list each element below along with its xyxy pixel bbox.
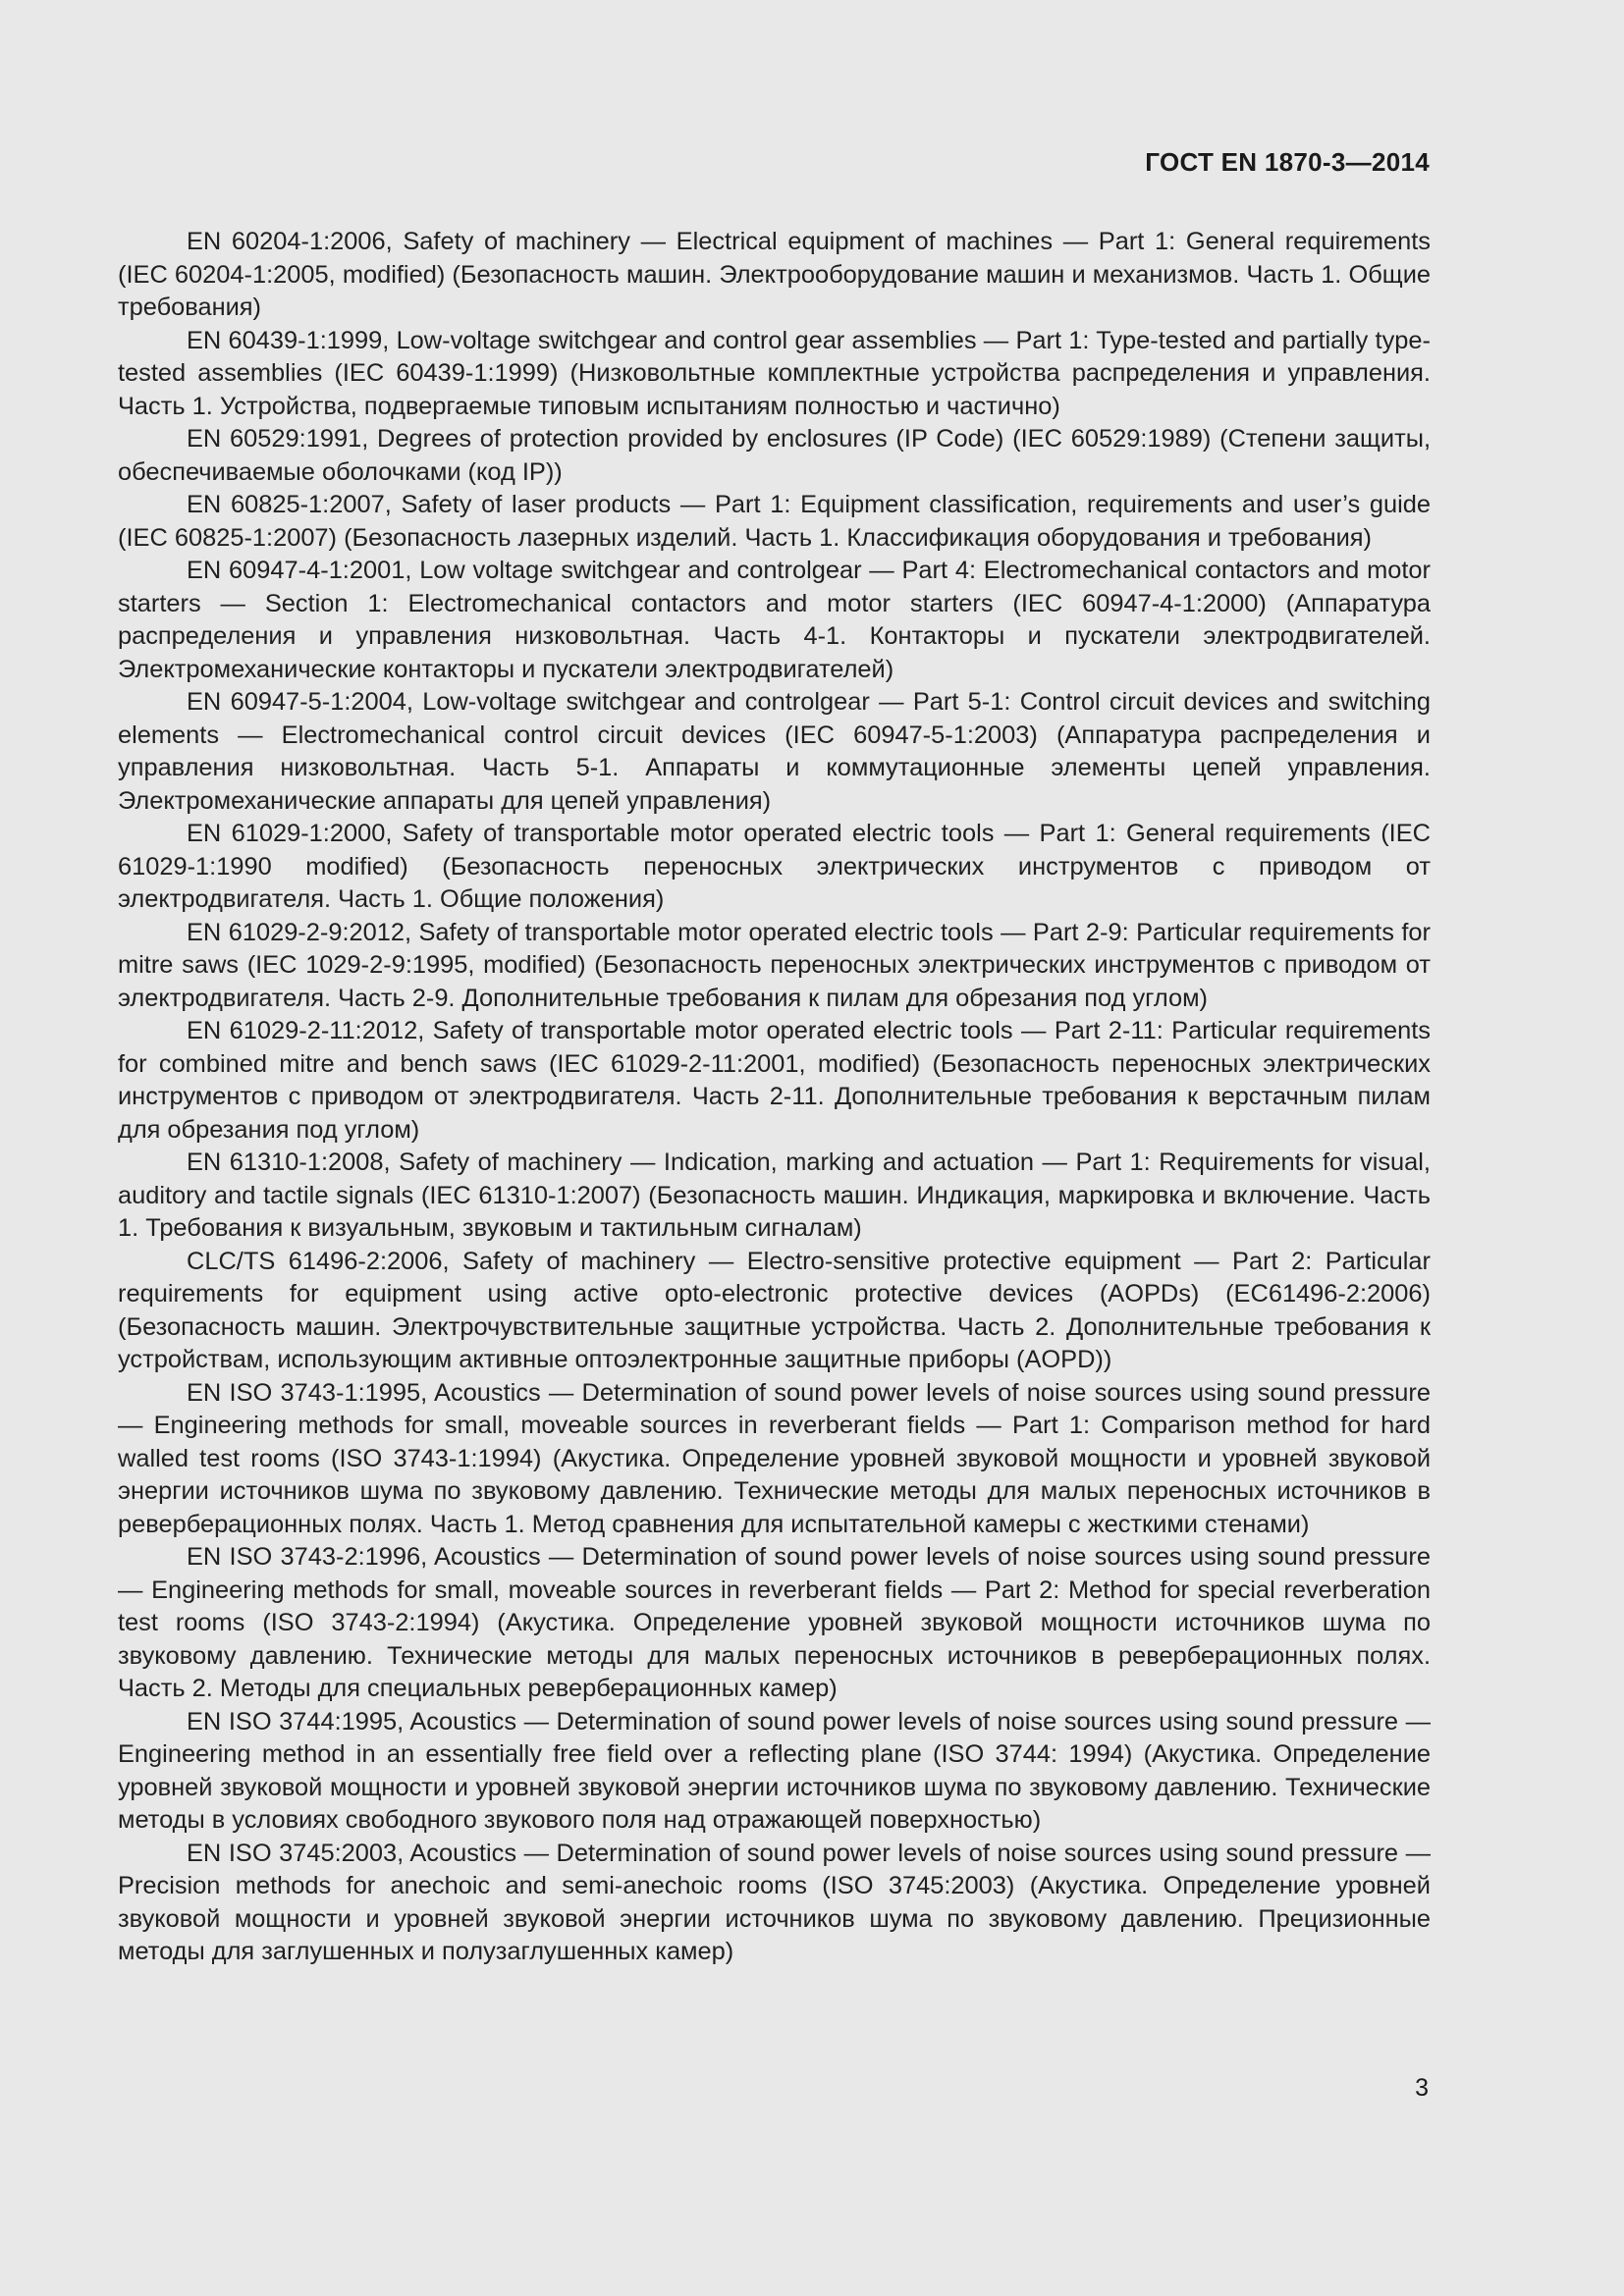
reference-item: EN ISO 3743-1:1995, Acoustics — Determination of sound power levels of noise sources using sound pressure — Engineering methods for small, moveable sources in reverberant fields — Part 1: Comparison method for hard walled test rooms (ISO 3743-1:1994) (Акустика. Определение уровней звуковой мощности и уровней звуковой энергии источников шума по звуковому давлению. Технические методы для малых переносных источников в реверберационных полях. Часть 1. Метод сравнения для испытательной камеры с жесткими стенами)	[118, 1378, 1431, 1538]
reference-item: EN 60947-5-1:2004, Low-voltage switchgear and controlgear — Part 5-1: Control circuit devices and switching elements — Electromechanical control circuit devices (IEC 60947-5-1:2003) (Аппаратура распределения и управления низковольтная. Часть 5-1. Аппараты и коммутационные элементы цепей управления. Электромеханические аппараты для цепей управления)	[118, 688, 1431, 815]
reference-item: EN 60439-1:1999, Low-voltage switchgear and control gear assemblies — Part 1: Type-tested and partially type-tested assemblies (IEC 60439-1:1999) (Низковольтные комплектные устройства распределения и управления. Часть 1. Устройства, подвергаемые типовым испытаниям полностью и частично)	[118, 326, 1431, 420]
reference-item: EN 61029-2-9:2012, Safety of transportable motor operated electric tools — Part 2-9: Particular requirements for mitre saws (IEC 1029-2-9:1995, modified) (Безопасность переносных электрических инструментов с приводом от электродвигателя. Часть 2-9. Дополнительные требования к пилам для обрезания под углом)	[118, 918, 1431, 1012]
reference-item: EN 61029-1:2000, Safety of transportable motor operated electric tools — Part 1: General requirements (IEC 61029-1:1990 modified) (Безопасность переносных электрических инструментов с приводом от электродвигателя. Часть 1. Общие положения)	[118, 820, 1431, 913]
document-code: ГОСТ EN 1870-3—2014	[1145, 147, 1430, 177]
reference-item: EN 60204-1:2006, Safety of machinery — Electrical equipment of machines — Part 1: General requirements (IEC 60204-1:2005, modified) (Безопасность машин. Электрооборудование машин и механизмов. Часть 1. Общие требования)	[118, 228, 1431, 321]
reference-item: CLC/TS 61496-2:2006, Safety of machinery — Electro-sensitive protective equipment — Part 2: Particular requirements for equipment using active opto-electronic protective devices (AOPDs) (EC61496-2:2006) (Безопасность машин. Электрочувствительные защитные устройства. Часть 2. Дополнительные требования к устройствам, использующим активные оптоэлектронные защитные приборы (AOPD))	[118, 1247, 1431, 1373]
reference-item: EN 61029-2-11:2012, Safety of transportable motor operated electric tools — Part 2-11: Particular requirements for combined mitre and bench saws (IEC 61029-2-11:2001, modified) (Безопасность переносных электрических инструментов с приводом от электродвигателя. Часть 2-11. Дополнительные требования к верстачным пилам для обрезания под углом)	[118, 1017, 1431, 1144]
page-number: 3	[1415, 2074, 1429, 2102]
reference-item: EN 60529:1991, Degrees of protection provided by enclosures (IP Code) (IEC 60529:1989) (Степени защиты, обеспечиваемые оболочками (код IP))	[118, 425, 1431, 486]
reference-item: EN 60825-1:2007, Safety of laser products — Part 1: Equipment classification, requirements and user’s guide (IEC 60825-1:2007) (Безопасность лазерных изделий. Часть 1. Классификация оборудования и требования)	[118, 491, 1431, 552]
reference-item: EN 60947-4-1:2001, Low voltage switchgear and controlgear — Part 4: Electromechanical contactors and motor starters — Section 1: Electromechanical contactors and motor starters (IEC 60947-4-1:2000) (Аппаратура распределения и управления низковольтная. Часть 4-1. Контакторы и пускатели электродвигателей. Электромеханические контакторы и пускатели электродвигателей)	[118, 557, 1431, 683]
reference-item: EN ISO 3744:1995, Acoustics — Determination of sound power levels of noise sources using sound pressure — Engineering method in an essentially free field over a reflecting plane (ISO 3744: 1994) (Акустика. Определение уровней звуковой мощности и уровней звуковой энергии источников шума по звуковому давлению. Технические методы в условиях свободного звукового поля над отражающей поверхностью)	[118, 1707, 1431, 1834]
reference-item: EN ISO 3743-2:1996, Acoustics — Determination of sound power levels of noise sources using sound pressure — Engineering methods for small, moveable sources in reverberant fields — Part 2: Method for special reverberation test rooms (ISO 3743-2:1994) (Акустика. Определение уровней звуковой мощности источников шума по звуковому давлению. Технические методы для малых переносных источников в реверберационных полях. Часть 2. Методы для специальных реверберационных камер)	[118, 1543, 1431, 1702]
reference-item: EN ISO 3745:2003, Acoustics — Determination of sound power levels of noise sources using sound pressure — Precision methods for anechoic and semi-anechoic rooms (ISO 3745:2003) (Акустика. Определение уровней звуковой мощности и уровней звуковой энергии источников шума по звуковому давлению. Прецизионные методы для заглушенных и полузаглушенных камер)	[118, 1839, 1431, 1965]
reference-list	[118, 226, 1431, 1969]
reference-item: EN 61310-1:2008, Safety of machinery — Indication, marking and actuation — Part 1: Requirements for visual, auditory and tactile signals (IEC 61310-1:2007) (Безопасность машин. Индикация, маркировка и включение. Часть 1. Требования к визуальным, звуковым и тактильным сигналам)	[118, 1148, 1431, 1242]
